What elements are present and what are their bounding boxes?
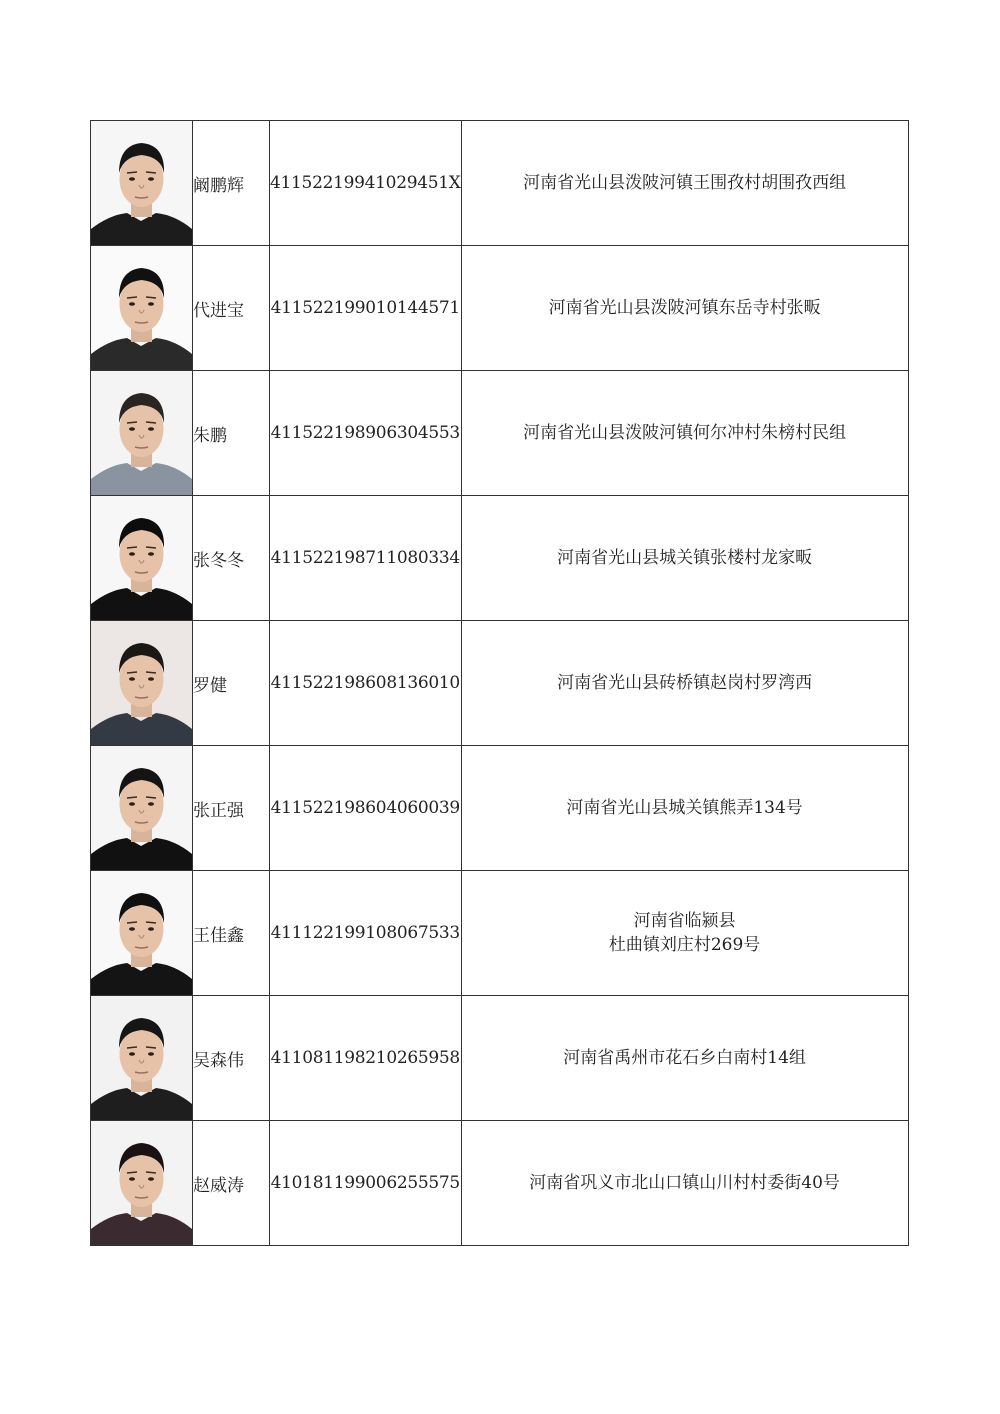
table-row — [91, 1121, 909, 1246]
address-cell — [461, 496, 908, 621]
id-number: 411522199010144571 — [270, 246, 462, 371]
portrait-photo — [91, 996, 193, 1121]
portrait-photo — [91, 621, 193, 746]
address-line: 河南省光山县泼陂河镇王围孜村胡围孜西组 — [523, 173, 847, 193]
person-name: 朱鹏 — [193, 371, 270, 496]
id-number: 411522198711080334 — [270, 496, 462, 621]
portrait-photo — [91, 246, 193, 371]
address-line: 杜曲镇刘庄村269号 — [608, 935, 761, 955]
address-cell — [461, 246, 908, 371]
person-name: 罗健 — [193, 621, 270, 746]
person-table — [90, 120, 909, 1246]
portrait-photo — [91, 496, 193, 621]
id-number: 411522198608136010 — [270, 621, 462, 746]
table-row — [91, 246, 909, 371]
address-line: 河南省光山县城关镇熊弄134号 — [566, 798, 803, 818]
person-name: 张正强 — [193, 746, 270, 871]
person-table-body — [91, 121, 909, 1246]
address-cell — [461, 996, 908, 1121]
person-name: 张冬冬 — [193, 496, 270, 621]
address-line: 河南省光山县砖桥镇赵岗村罗湾西 — [557, 673, 813, 693]
id-number: 410181199006255575 — [270, 1121, 462, 1246]
table-row — [91, 996, 909, 1121]
portrait-photo — [91, 121, 193, 246]
address-line: 河南省禹州市花石乡白南村14组 — [563, 1048, 806, 1068]
address-line: 河南省光山县泼陂河镇何尔冲村朱榜村民组 — [523, 423, 847, 443]
person-name: 代进宝 — [193, 246, 270, 371]
address-cell — [461, 871, 908, 996]
address-line: 河南省临颍县 — [633, 911, 736, 931]
id-number: 411522198906304553 — [270, 371, 462, 496]
table-row — [91, 871, 909, 996]
portrait-photo — [91, 371, 193, 496]
id-number: 411081198210265958 — [270, 996, 462, 1121]
address-cell — [461, 746, 908, 871]
address-line: 河南省巩义市北山口镇山川村村委街40号 — [529, 1173, 840, 1193]
address-cell — [461, 621, 908, 746]
table-row — [91, 371, 909, 496]
person-name: 吴森伟 — [193, 996, 270, 1121]
table-row — [91, 746, 909, 871]
id-number: 411522198604060039 — [270, 746, 462, 871]
person-name: 阚鹏辉 — [193, 121, 270, 246]
table-row — [91, 121, 909, 246]
portrait-photo — [91, 871, 193, 996]
id-number: 411122199108067533 — [270, 871, 462, 996]
address-cell — [461, 121, 908, 246]
person-name: 王佳鑫 — [193, 871, 270, 996]
address-line: 河南省光山县城关镇张楼村龙家畈 — [557, 548, 813, 568]
address-cell — [461, 1121, 908, 1246]
portrait-photo — [91, 746, 193, 871]
table-row — [91, 621, 909, 746]
address-cell — [461, 371, 908, 496]
portrait-photo — [91, 1121, 193, 1246]
person-name: 赵威涛 — [193, 1121, 270, 1246]
address-line: 河南省光山县泼陂河镇东岳寺村张畈 — [548, 298, 821, 318]
table-row — [91, 496, 909, 621]
id-number: 41152219941029451X — [270, 121, 462, 246]
